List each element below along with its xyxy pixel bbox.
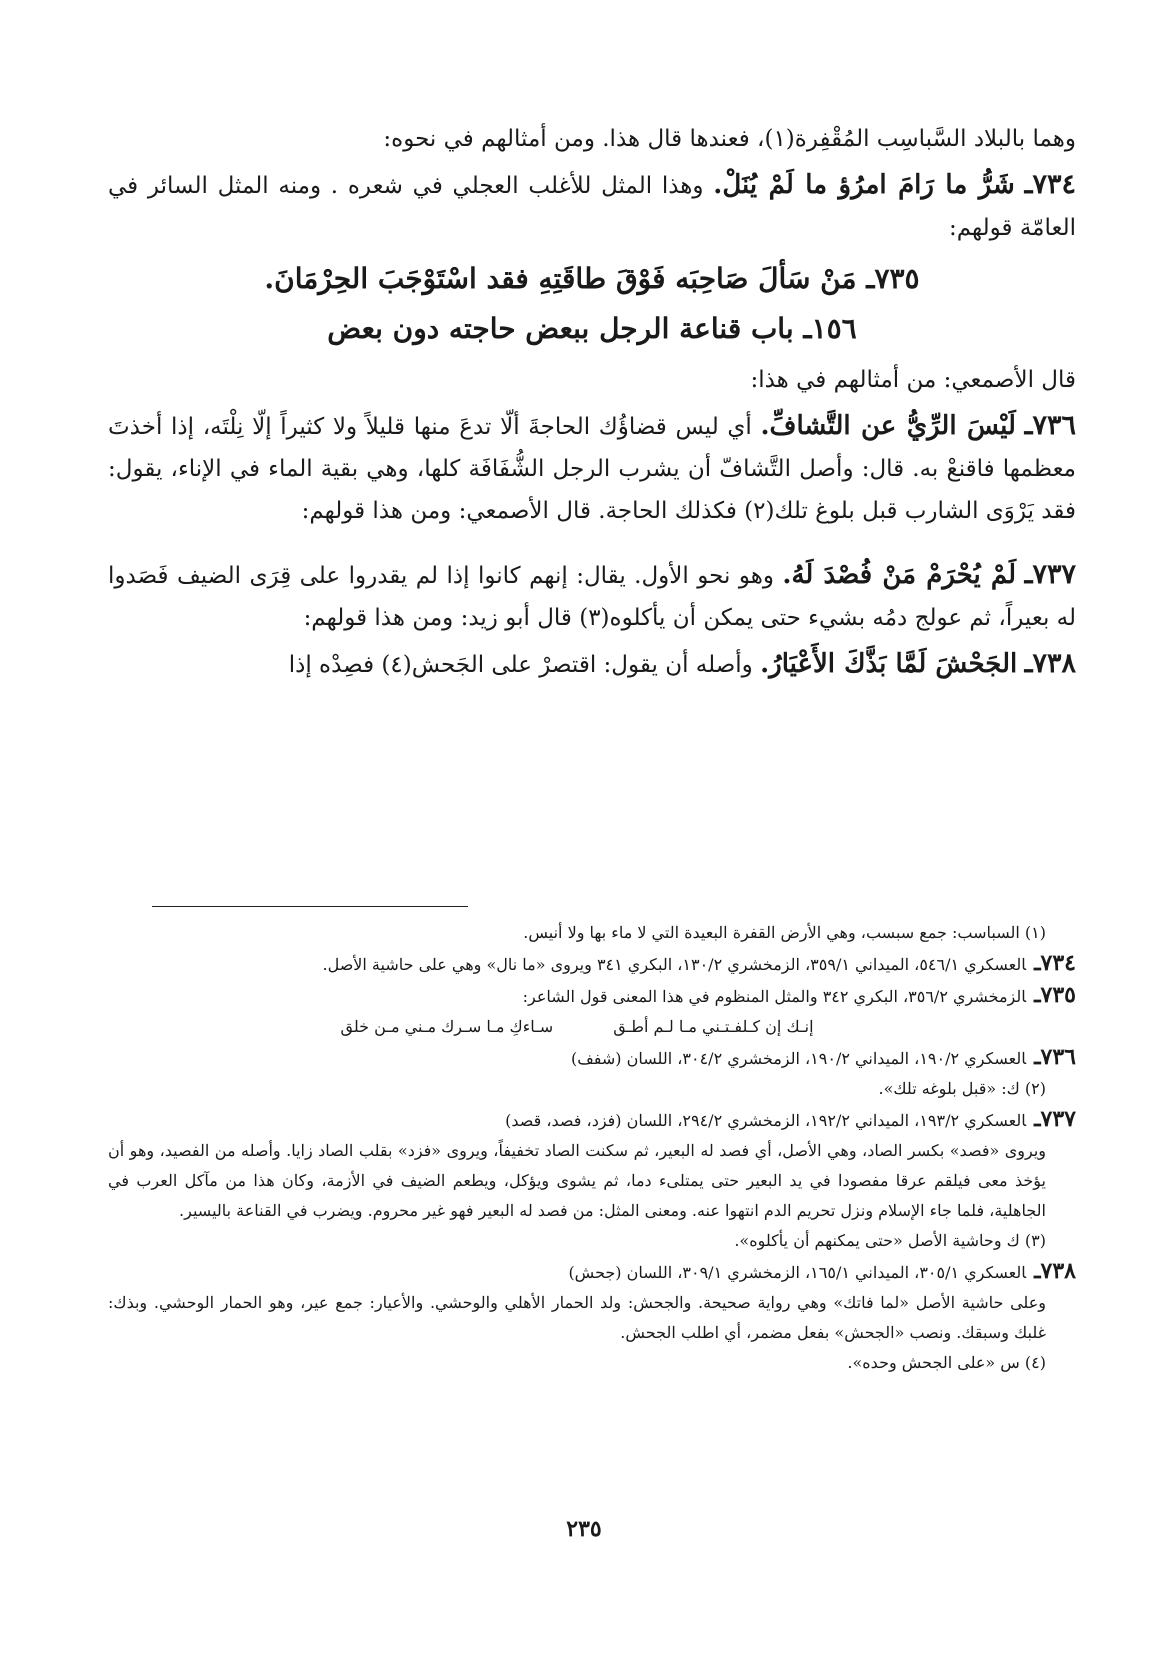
source-734 [108, 948, 1076, 980]
verse-line [108, 1012, 1076, 1042]
source-737-commentary: ويروى «فصد» بكسر الصاد، وهي الأصل، أي فصد له البعير، ثم سكنت الصاد تخفيفاً، ويروى «فزد» بقلب الصاد زايا. وأصله من الفصيد، وهو أن يؤخذ معى فيلقم عرقا مفصودا في يد البعير حتى يمتلىء دما، ثم يشوى ويؤكل، ويطعم الضيف في الأزمة، وكان هذا من مآكل العرب في الجاهلية، فلما جاء الإسلام ونزل تحريم الدم انتهوا عنه. ومعنى المثل: من فصد له البعير فهو غير محروم. ويضرب في القناعة باليسير. [108, 1141, 1047, 1220]
entry-736 [108, 405, 1076, 532]
asmai-paragraph: قال الأصمعي: من أمثالهم في هذا: [750, 367, 1076, 393]
source-737 [108, 1104, 1076, 1136]
verse-second-hemistich: سـاءكِ مـا سـرك مـني مـن خلق [340, 1017, 554, 1036]
entry-text: وأصله أن يقول: اقتصرْ على الجَحش(٤) فصِدْه إذا [288, 652, 753, 678]
source-number: ٧٣٥ـ [1034, 982, 1076, 1008]
proverb: لَمْ يُحْرَمْ مَنْ فُصْدَ لَهُ. [782, 560, 1017, 590]
entry-text: أي ليس قضاؤُك الحاجةَ ألّا تدعَ منها قليلاً ولا كثيراً إلّا نِلْتَه، إذا أخذتَ معظمها فاقنعْ به. قال: وأصل التَّشافّ أن يشرب الرجل الشُّفَافَة كلها، وهي بقية الماء في الإناء، يقول: فقد يَرْوَى الشارب قبل بلوغ تلك(٢) فكذلك الحاجة. قال الأصمعي: ومن هذا قولهم: [108, 414, 1076, 524]
footnote-4: (٤) س «على الجحش وحده». [847, 1353, 1046, 1372]
entry-738 [108, 643, 1076, 686]
source-text: الزمخشري ٣٥٦/٢، البكري ٣٤٢ والمثل المنظوم في هذا المعنى قول الشاعر: [522, 987, 1027, 1006]
footnotes [108, 918, 1076, 1378]
intro-paragraph: وهما بالبلاد السَّباسِب المُقْفِرة(١)، فعندها قال هذا. ومن أمثالهم في نحوه: [383, 126, 1076, 152]
entry-735 [108, 257, 1076, 301]
source-text: العسكري ١٩٣/٢، الميداني ١٩٢/٢، الزمخشري ٢٩٤/٢، اللسان (فزد، فصد، قصد) [505, 1111, 1027, 1130]
source-738 [108, 1256, 1076, 1288]
chapter-heading: ١٥٦ـ باب قناعة الرجل ببعض حاجته دون بعض [327, 312, 857, 345]
entry-number: ٧٣٧ـ [1024, 559, 1076, 590]
entry-number: ٧٣٤ـ [1024, 169, 1077, 200]
source-number: ٧٣٨ـ [1034, 1258, 1076, 1284]
entry-number: ٧٣٥ـ [866, 262, 920, 295]
footnote-1: (١) السباسب: جمع سبسب، وهي الأرض القفرة البعيدة التي لا ماء بها ولا أنيس. [523, 923, 1046, 942]
source-number: ٧٣٧ـ [1034, 1106, 1076, 1132]
footnote-divider [152, 906, 468, 907]
page-number: ٢٣٥ [566, 1516, 602, 1542]
proverb: الجَحْشَ لَمَّا بَذَّكَ الأَعْيَارُ. [760, 649, 1018, 679]
proverb: شَرُّ ما رَامَ امرُؤ ما لَمْ يُنَلْ. [713, 170, 1015, 200]
source-735 [108, 980, 1076, 1012]
entry-734 [108, 164, 1076, 249]
entry-text: وهذا المثل للأغلب العجلي في شعره . ومنه المثل السائر في العامّة قولهم: [108, 173, 1076, 241]
source-736 [108, 1042, 1076, 1074]
entry-text: وهو نحو الأول. يقال: إنهم كانوا إذا لم يقدروا على قِرَى الضيف فَصَدوا له بعيراً، ثم عولج دمُه بشيء حتى يمكن أن يأكلوه(٣) قال أبو زيد: ومن هذا قولهم: [108, 563, 1076, 631]
entry-number: ٧٣٦ـ [1024, 410, 1077, 441]
main-text [108, 118, 1076, 686]
entry-number: ٧٣٨ـ [1024, 648, 1076, 679]
proverb: مَنْ سَألَ صَاحِبَه فَوْقَ طاقَتِهِ فقد اسْتَوْجَبَ الحِرْمَانَ. [264, 262, 857, 295]
source-number: ٧٣٤ـ [1034, 950, 1076, 976]
source-text: العسكري ٥٤٦/١، الميداني ٣٥٩/١، الزمخشري ١٣٠/٢، البكري ٣٤١ ويروى «ما نال» وهي على حاشية الأصل. [322, 955, 1027, 974]
source-738-commentary: وعلى حاشية الأصل «لما فاتك» وهي رواية صحيحة. والجحش: ولد الحمار الأهلي والوحشي. والأعيار: جمع عير، وهو الحمار الوحشي. وبذك: غلبك وسبقك. ونصب «الجحش» بفعل مضمر، أي اطلب الجحش. [108, 1293, 1046, 1342]
footnote-3: (٣) ك وحاشية الأصل «حتى يمكنهم أن يأكلوه». [734, 1231, 1046, 1250]
verse-first-hemistich: إنـك إن كـلفـتـني مـا لـم أطـق [613, 1017, 814, 1036]
footnote-2: (٢) ك: «قبل بلوغه تلك». [878, 1079, 1046, 1098]
source-text: العسكري ٣٠٥/١، الميداني ١٦٥/١، الزمخشري ٣٠٩/١، اللسان (جحش) [568, 1263, 1027, 1282]
proverb: لَيْسَ الرِّيُّ عن التَّشافِّ. [760, 411, 1016, 441]
entry-737 [108, 554, 1076, 639]
source-text: العسكري ١٩٠/٢، الميداني ١٩٠/٢، الزمخشري ٣٠٤/٢، اللسان (شفف) [570, 1049, 1027, 1068]
source-number: ٧٣٦ـ [1034, 1044, 1076, 1070]
